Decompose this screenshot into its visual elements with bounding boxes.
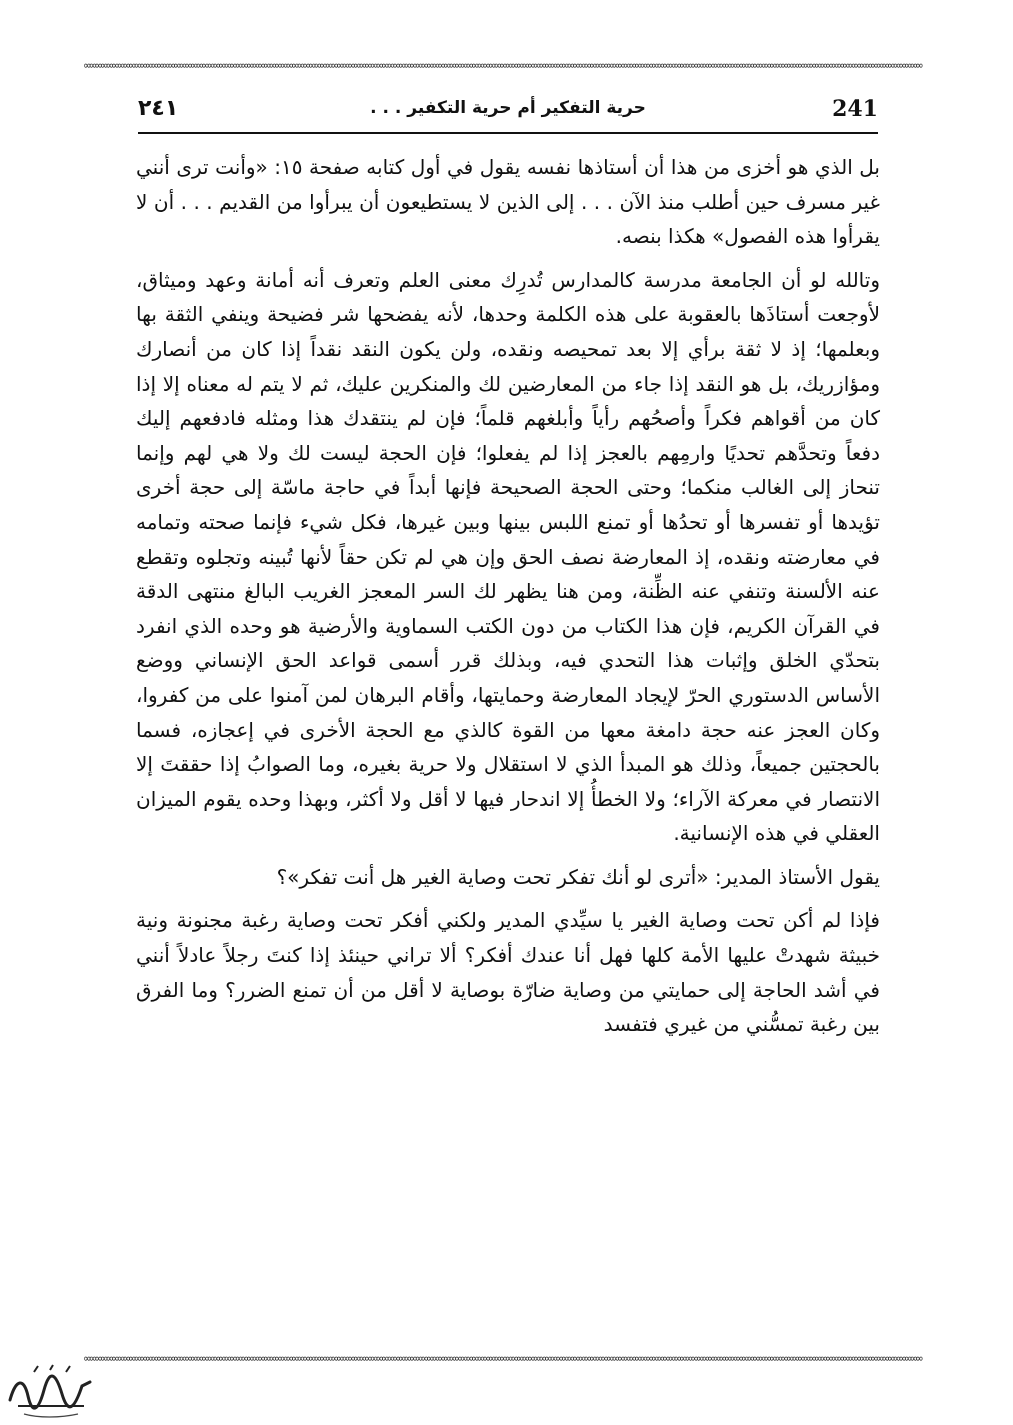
page-number-latin: 241 (832, 96, 878, 122)
page-header (138, 96, 878, 134)
page-body (136, 150, 880, 1042)
paragraph-2: وتالله لو أن الجامعة مدرسة كالمدارس تُدرِك معنى العلم وتعرف أنه أمانة وعهد وميثاق، لأوجعت أستاذَها بالعقوبة على هذه الكلمة وحدها، لأنه يفضحها شر فضيحة وينفي الثقة بها وبعلمها؛ إذ لا ثقة برأي إلا بعد تمحيصه ونقده، ولن يكون النقد نقداً إذا كان من أنصارك ومؤازريك، بل هو النقد إذا جاء من المعارضين لك والمنكرين عليك، ثم لا يتم له معناه إلا إذا كان من أقواهم فكراً وأصحُهم رأياً وأبلغهم قلماً؛ فإن لم ينتقدك هذا ومثله فادفعهم إليك دفعاً وتحدَّهم تحديًا وارمِهم بالعجز إذا لم يفعلوا؛ فإن الحجة ليست لك ولا هي لهم وإنما تنحاز إلى الغالب منكما؛ وحتى الحجة الصحيحة فإنها أبداً في حاجة ماسّة إلى حجة أخرى تؤيدها أو تفسرها أو تحدُها أو تمنع اللبس بينها وبين غيرها، فكل شيء فإنما صحته وتمامه في معارضته ونقده، إذ المعارضة نصف الحق وإن هي لم تكن حقاً لأنها تُبينه وتجلوه وتقطع عنه الألسنة وتنفي عنه الظِّنة، ومن هنا يظهر لك السر المعجز الغريب البالغ منتهى الدقة في القرآن الكريم، فإن هذا الكتاب من دون الكتب السماوية والأرضية هو وحده الذي انفرد بتحدّي الخلق وإثبات هذا التحدي فيه، وبذلك قرر أسمى قواعد الحق الإنساني ووضع الأساس الدستوري الحرّ لإيجاد المعارضة وحمايتها، وأقام البرهان لمن آمنوا على من كفروا، وكان العجز عنه حجة دامغة معها من القوة كالذي مع الحجة الأخرى في إعجازه، فسما بالحجتين جميعاً، وذلك هو المبدأ الذي لا استقلال ولا حرية بغيره، وما الصوابُ إذا حققتَ إلا الانتصار في معركة الآراء؛ ولا الخطأُ إلا اندحار فيها لا أقل ولا أكثر، وبهذا وحده يقوم الميزان العقلي في هذه الإنسانية. (136, 267, 880, 846)
page-number-arabic: ٢٤١ (138, 96, 179, 121)
paragraph-3: يقول الأستاذ المدير: «أترى لو أنك تفكر تحت وصاية الغير هل أنت تفكر»؟ (276, 864, 880, 889)
library-stamp-logo (4, 1360, 96, 1422)
bottom-ornamental-border: ∞∞∞∞∞∞∞∞∞∞∞∞∞∞∞∞∞∞∞∞∞∞∞∞∞∞∞∞∞∞∞∞∞∞∞∞∞∞∞∞∞∞∞∞∞∞∞∞∞∞∞∞∞∞∞∞∞∞∞∞∞∞∞∞∞∞∞∞∞∞∞∞∞∞∞∞∞∞∞∞∞∞∞∞∞∞∞∞∞∞∞∞∞∞∞∞∞∞∞∞∞∞∞∞∞∞∞∞∞∞∞∞∞∞∞∞∞∞∞∞∞∞∞∞∞∞∞∞∞∞∞∞∞∞∞∞∞∞∞∞∞∞∞∞∞∞∞∞∞ (84, 1353, 922, 1365)
top-ornamental-border: ∞∞∞∞∞∞∞∞∞∞∞∞∞∞∞∞∞∞∞∞∞∞∞∞∞∞∞∞∞∞∞∞∞∞∞∞∞∞∞∞∞∞∞∞∞∞∞∞∞∞∞∞∞∞∞∞∞∞∞∞∞∞∞∞∞∞∞∞∞∞∞∞∞∞∞∞∞∞∞∞∞∞∞∞∞∞∞∞∞∞∞∞∞∞∞∞∞∞∞∞∞∞∞∞∞∞∞∞∞∞∞∞∞∞∞∞∞∞∞∞∞∞∞∞∞∞∞∞∞∞∞∞∞∞∞∞∞∞∞∞∞∞∞∞∞∞∞∞∞ (84, 60, 922, 72)
paragraph-4: فإذا لم أكن تحت وصاية الغير يا سيِّدي المدير ولكني أفكر تحت وصاية رغبة مجنونة ونية خبيثة شهدتْ عليها الأمة كلها فهل أنا عندك أفكر؟ ألا تراني حينئذ إذا كنتَ رجلاً عادلاً أنني في أشد الحاجة إلى حمايتي من وصاية ضارّة بوصاية لا أقل من أن تمنع الضرر؟ وما الفرق بين رغبة تمسُّني من غيري فتفسد (136, 908, 880, 1037)
paragraph-1: بل الذي هو أخزى من هذا أن أستاذها نفسه يقول في أول كتابه صفحة ١٥: «وأنت ترى أنني غير مسرف حين أطلب منذ الآن . . . إلى الذين لا يستطيعون أن يبرأوا من القديم . . . أن لا يقرأوا هذه الفصول» هكذا بنصه. (136, 155, 880, 249)
running-title: حرية التفكير أم حرية التكفير . . . (370, 98, 646, 118)
